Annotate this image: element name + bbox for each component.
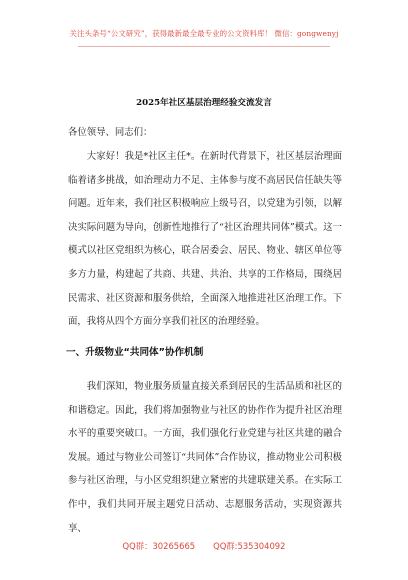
header-divider bbox=[78, 46, 330, 47]
salutation: 各位领导、同志们： bbox=[68, 127, 153, 138]
footer-qq-group-2: QQ群:535304092 bbox=[213, 541, 286, 551]
body-paragraph: 大家好！我是*社区主任*。在新时代背景下，社区基层治理面临着诸多挑战，如治理动力不足、主体参与度不高居民信任缺失等问题。近年来，我们社区积极响应上级号召，以党建为引领，以解决实际问题为导向，创新性地推行了“社区治理共同体”模式。这一模式以社区党组织为核心，联合居委会、居民、物业、辖区单位等多方力量，构建起了共商、共建、共治、共享的工作格局，围绕居民需求、社区资源和服务供给，全面深入地推进社区治理工作。下面，我将从四个方面分享我们社区的治理经验。 bbox=[68, 151, 342, 328]
document-title: 2025年社区基层治理经验交流发言 bbox=[136, 98, 272, 108]
footer-contact bbox=[0, 540, 408, 552]
section-heading: 一、升级物业“共同体”协作机制 bbox=[66, 347, 204, 358]
body-paragraph: 我们深知，物业服务质量直接关系到居民的生活品质和社区的和谐稳定。因此，我们将加强物业与社区的协作作为提升社区治理水平的重要突破口。一方面，我们强化行业党建与社区共建的融合发展。通过与物业公司签订“共同体”合作协议，推动物业公司积极参与社区治理，与小区党组织建立紧密的共建联建关系。在实际工作中，我们共同开展主题党日活动、志愿服务活动，实现资源共享、 bbox=[68, 381, 342, 534]
footer-qq-group-1: QQ群：30265665 bbox=[122, 541, 196, 551]
header-banner: 关注头条号“公文研究”，获得最新最全最专业的公文资料库！ 微信：gongwenyj bbox=[69, 29, 339, 38]
